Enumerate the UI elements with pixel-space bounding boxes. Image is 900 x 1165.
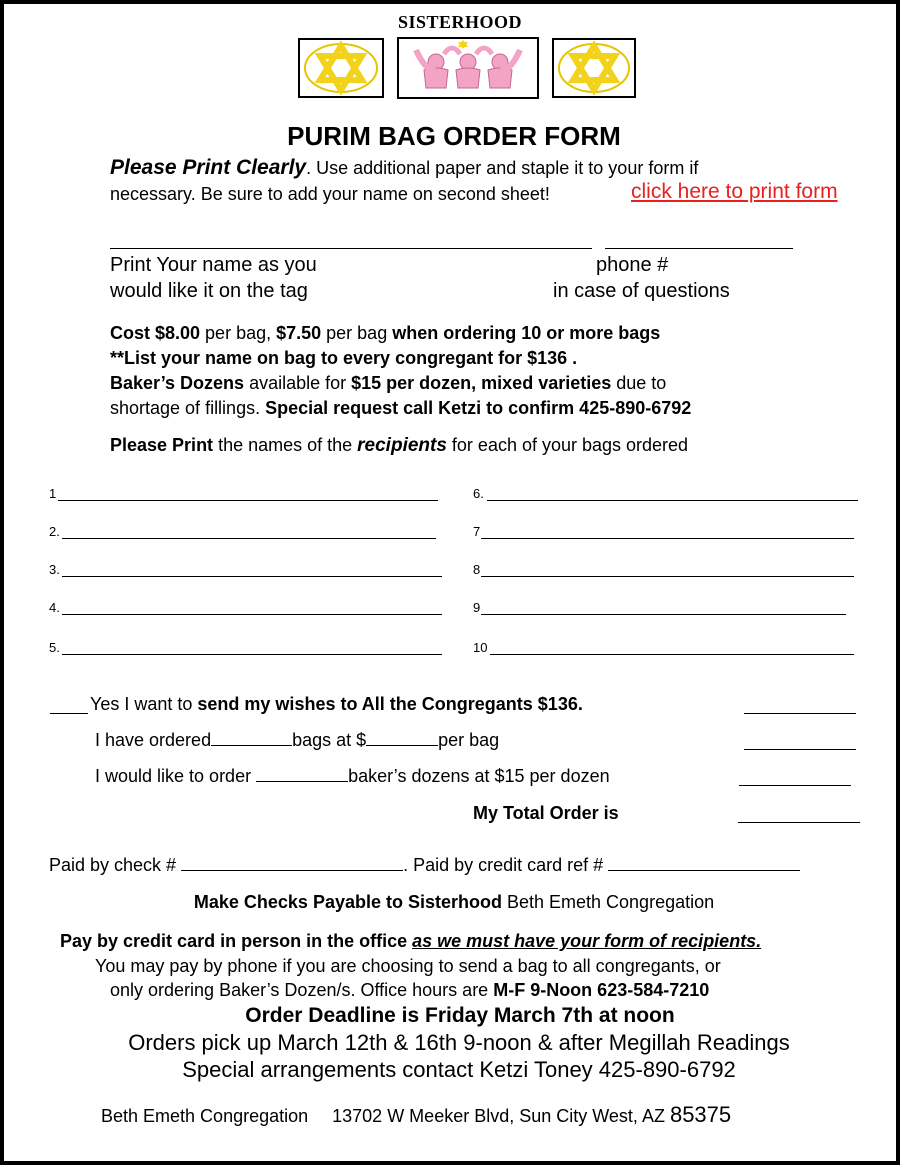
list-name-line: **List your name on bag to every congregant for $136 . (110, 348, 578, 368)
yes-prefix: Yes I want to (90, 694, 198, 714)
recipient-number-4: 4. (49, 600, 60, 615)
phone-pay-2b: M-F 9-Noon 623-584-7210 (493, 980, 710, 1000)
yes-amount-blank[interactable] (744, 713, 856, 714)
bakers-text-1: I would like to order (95, 766, 257, 786)
page-title: PURIM BAG ORDER FORM (287, 121, 621, 151)
recipient-number-3: 3. (49, 562, 60, 577)
available-for: available for (244, 373, 352, 393)
recipients-suffix: for each of your bags ordered (446, 435, 689, 455)
bulk-price: $7.50 (276, 323, 322, 343)
total-order-label: My Total Order is (473, 803, 619, 823)
due-to: due to (611, 373, 667, 393)
per-bag-text: per bag, (200, 323, 277, 343)
star-of-david-right-icon (552, 38, 636, 98)
footer-address-line (101, 1102, 731, 1128)
ordered-amount-blank[interactable] (744, 749, 856, 750)
payment-line (49, 855, 800, 876)
yes-all-congregants-line (90, 694, 583, 715)
payable-line (4, 892, 900, 913)
recipient-line-6[interactable] (487, 500, 858, 501)
cost-label: Cost $8.00 (110, 323, 201, 343)
phone-pay-line-1: You may pay by phone if you are choosing to send a bag to all congregants, or (95, 956, 721, 976)
bakers-label: Baker’s Dozens (110, 373, 245, 393)
recipient-line-5[interactable] (62, 654, 442, 655)
bakers-text-2: baker’s dozens at $15 per dozen (348, 766, 610, 786)
ordered-line (95, 730, 499, 751)
total-amount-blank[interactable] (738, 822, 860, 823)
credit-card-line (60, 931, 761, 952)
credit-bold: Pay by credit card in person in the office (60, 931, 413, 951)
card-label: . Paid by credit card ref # (403, 855, 604, 875)
intro-bold: Please Print Clearly (110, 156, 307, 179)
check-number-blank[interactable] (181, 856, 403, 871)
recipient-number-7: 7 (473, 524, 481, 539)
print-form-link[interactable]: click here to print form (631, 180, 838, 203)
pricing-line-3 (110, 373, 666, 394)
recipient-line-10[interactable] (490, 654, 854, 655)
ordered-text-1: I have ordered (95, 730, 212, 750)
recipient-number-1: 1 (49, 486, 57, 501)
check-label: Paid by check # (49, 855, 177, 875)
pricing-line-1 (110, 323, 660, 344)
bakers-price: $15 per dozen, mixed varieties (351, 373, 612, 393)
recipients-emph: recipients (357, 435, 447, 456)
yes-bold: send my wishes to All the Congregants $136. (197, 694, 583, 714)
recipient-line-3[interactable] (62, 576, 442, 577)
bag-price-blank[interactable] (366, 731, 438, 746)
recipient-line-8[interactable] (481, 576, 854, 577)
phone-label-2: in case of questions (553, 280, 730, 302)
phone-field-line[interactable] (605, 248, 793, 249)
recipient-number-5: 5. (49, 640, 60, 655)
phone-label-1: phone # (596, 254, 669, 276)
bulk-condition: when ordering 10 or more bags (392, 323, 661, 343)
phone-pay-2a: only ordering Baker’s Dozen/s. Office hours are (110, 980, 494, 1000)
bakers-order-line (95, 766, 610, 787)
name-field-line[interactable] (110, 248, 592, 249)
star-of-david-left-icon (298, 38, 384, 98)
footer-zip: 85375 (669, 1102, 732, 1127)
pickup-text: Orders pick up March 12th & 16th 9-noon & after Megillah Readings (128, 1030, 790, 1055)
name-label-2: would like it on the tag (110, 280, 308, 302)
credit-emph: as we must have your form of recipients. (412, 931, 762, 951)
per-bag-text-2: per bag (321, 323, 393, 343)
sisterhood-figures-icon (396, 32, 540, 100)
bags-count-blank[interactable] (211, 731, 292, 746)
recipients-heading (110, 435, 688, 457)
recipients-middle: the names of the (213, 435, 358, 455)
recipient-line-7[interactable] (481, 538, 854, 539)
recipient-number-10: 10 (473, 640, 488, 655)
footer-org-name: Beth Emeth Congregation (101, 1106, 309, 1126)
payable-rest: Beth Emeth Congregation (501, 892, 715, 912)
intro-line-1 (110, 156, 698, 180)
sisterhood-logo (396, 32, 540, 100)
intro-rest: . Use additional paper and staple it to your form if (306, 158, 699, 178)
recipient-line-4[interactable] (62, 614, 442, 615)
recipient-line-9[interactable] (481, 614, 846, 615)
payable-bold: Make Checks Payable to Sisterhood (193, 892, 502, 912)
recipient-number-8: 8 (473, 562, 481, 577)
deadline-text: Order Deadline is Friday March 7th at noon (245, 1004, 675, 1027)
shortage-text: shortage of fillings. (110, 398, 266, 418)
bakers-amount-blank[interactable] (739, 785, 851, 786)
name-label-1: Print Your name as you (110, 254, 317, 276)
special-request: Special request call Ketzi to confirm 425-890-6792 (265, 398, 692, 418)
phone-pay-line-2 (110, 980, 709, 1001)
bakers-count-blank[interactable] (256, 767, 348, 782)
ordered-text-3: per bag (438, 730, 500, 750)
recipient-number-9: 9 (473, 600, 481, 615)
recipients-prefix: Please Print (110, 435, 214, 455)
ordered-text-2: bags at $ (292, 730, 367, 750)
star-of-david-left-svg (300, 40, 382, 96)
recipient-number-2: 2. (49, 524, 60, 539)
recipient-line-1[interactable] (58, 500, 438, 501)
footer-address: 13702 W Meeker Blvd, Sun City West, AZ (332, 1106, 670, 1126)
star-of-david-right-svg (554, 40, 634, 96)
logo-text: SISTERHOOD (398, 12, 523, 32)
intro-line-2: necessary. Be sure to add your name on second sheet! (110, 184, 550, 204)
recipient-line-2[interactable] (62, 538, 436, 539)
pricing-line-4 (110, 398, 691, 419)
card-ref-blank[interactable] (608, 856, 800, 871)
yes-checkbox-blank[interactable] (50, 713, 88, 714)
special-arrangements-text: Special arrangements contact Ketzi Toney 425-890-6792 (182, 1057, 736, 1082)
recipient-number-6: 6. (473, 486, 484, 501)
